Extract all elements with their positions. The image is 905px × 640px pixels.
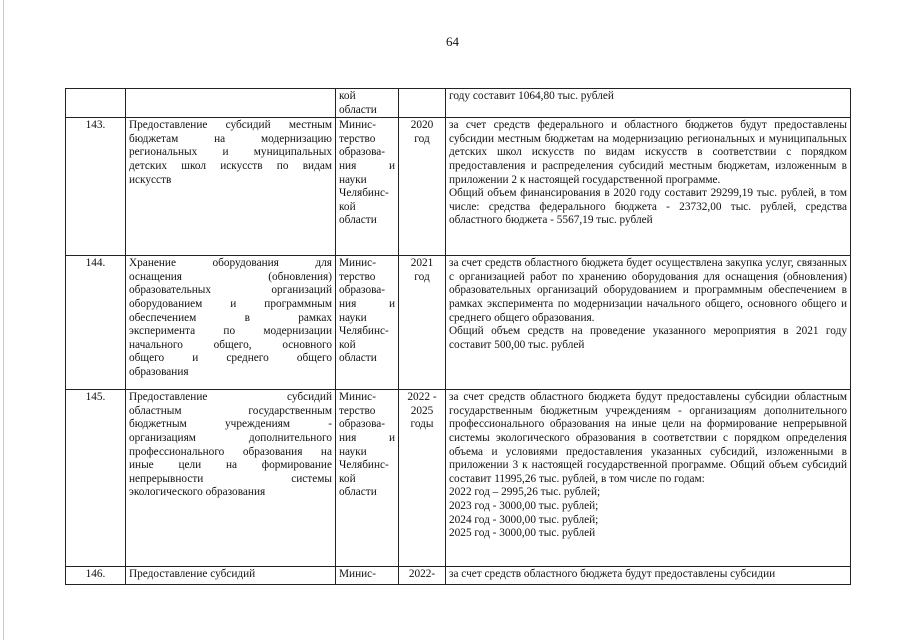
activity-name-line: региональных и муниципальных: [129, 146, 332, 159]
activity-name-line: бюджетным учреждениям -: [129, 418, 332, 431]
activity-description: [446, 118, 851, 256]
period-line: 2022-: [408, 568, 436, 581]
activity-name-line: организациям дополнительного: [129, 431, 332, 444]
activity-name-line: образования: [129, 365, 189, 378]
description-paragraph: за счет средств областного бюджета будет осуществлена закупка услуг, связанных с организацией работ по хранению оборудования для оснащения (обновления) образовательных организаций оборудованием и программным обеспечением в рамках эксперимента по модернизации начального общего, основного общего и среднего общего образования.: [449, 257, 847, 324]
activity-name-line: оснащения (обновления): [129, 270, 332, 283]
activity-name-line: искусств: [129, 173, 172, 186]
executor-line: ния и: [339, 297, 395, 310]
executor-line: кой: [339, 338, 356, 351]
executor-line: области: [339, 214, 377, 227]
description-year-line: 2024 год - 3000,00 тыс. рублей;: [449, 513, 599, 526]
activity-name-line: образовательных организаций: [129, 284, 332, 297]
table-row: [66, 390, 851, 567]
executor-line: области: [339, 352, 377, 365]
description-paragraph: за счет средств областного бюджета будут предоставлены субсидии областным государственным бюджетным учреждениям - организациям дополнительного профессионального образования на иные цели на формирование непрерывной системы экологического образования в соответствии с порядком определения объема и условиями предоставления указанных субсидий, изложенными в приложении 3 к настоящей государственной программе. Общий объем субсидий составит 11995,26 тыс. рублей, в том числе по годам:: [449, 391, 847, 485]
executor-line: Минис-: [339, 119, 376, 132]
implementation-period: [399, 567, 446, 585]
row-number: 145.: [66, 390, 126, 567]
executor-line: кой: [339, 200, 356, 213]
table-row: [66, 89, 851, 118]
period-line: год: [414, 270, 430, 283]
executor-line: Минис-: [339, 257, 376, 270]
period-line: годы: [410, 418, 434, 431]
executor-line: науки: [339, 445, 367, 458]
description-paragraph: Общий объем средств на проведение указанного мероприятия в 2021 году составит 500,00 тыс. рублей: [449, 325, 847, 351]
executor-line: ния и: [339, 159, 395, 172]
description-paragraph: за счет средств федерального и областного бюджетов будут предоставлены субсидии местным бюджетам на модернизацию региональных и муниципальных детских школ искусств по видам искусств в соответствии с порядком предоставления и распределения субсидий местным бюджетам, изложенным в приложении 2 к настоящей государственной программе.: [449, 119, 847, 186]
activity-name: [126, 89, 336, 118]
period-line: 2021: [410, 257, 434, 270]
activity-description: [446, 390, 851, 567]
description-year-line: 2023 год - 3000,00 тыс. рублей;: [449, 499, 599, 512]
activity-name-line: общего и среднего общего: [129, 352, 332, 365]
activity-name: [126, 567, 336, 585]
executor-line: Челябинс-: [339, 459, 389, 472]
executor-line: науки: [339, 173, 367, 186]
activity-name: [126, 118, 336, 256]
row-number: 143.: [66, 118, 126, 256]
activity-name-line: эксперимента по модернизации: [129, 325, 332, 338]
activity-name-line: профессионального образования на: [129, 445, 332, 458]
executor-line: Челябинс-: [339, 325, 389, 338]
table-row: [66, 256, 851, 390]
activity-name-line: Предоставление субсидий: [129, 391, 332, 404]
period-line: год: [414, 132, 430, 145]
executor-line: образова-: [339, 284, 386, 297]
executor-line: науки: [339, 311, 367, 324]
description-year-line: 2022 год – 2995,26 тыс. рублей;: [449, 486, 601, 499]
executor-line: образова-: [339, 146, 386, 159]
executor-line: Минис-: [339, 568, 376, 581]
activity-name-line: иные цели на формирование: [129, 459, 332, 472]
row-number: 146.: [66, 567, 126, 585]
activity-name: [126, 256, 336, 390]
row-number: [66, 89, 126, 118]
table-row: [66, 567, 851, 585]
activity-name-line: областным государственным: [129, 404, 332, 417]
executor: [336, 89, 399, 118]
activity-name-line: непрерывности системы: [129, 472, 332, 485]
implementation-period: [399, 390, 446, 567]
period-line: 2020: [410, 119, 434, 132]
executor-line: образова-: [339, 418, 386, 431]
executor-line: терство: [339, 132, 376, 145]
executor: [336, 256, 399, 390]
activity-name-line: Предоставление субсидий местным: [129, 119, 332, 132]
description-year-line: 2025 год - 3000,00 тыс. рублей: [449, 527, 596, 540]
activity-description: [446, 256, 851, 390]
implementation-period: [399, 256, 446, 390]
activity-name-line: Хранение оборудования для: [129, 257, 332, 270]
activity-name-line: обеспечением в рамках: [129, 311, 332, 324]
executor-line: кой: [339, 472, 356, 485]
activity-name: [126, 390, 336, 567]
executor-line: ния и: [339, 431, 395, 444]
page-number: 64: [446, 34, 459, 49]
table-row: [66, 118, 851, 256]
activity-name-line: экологического образования: [129, 486, 266, 499]
program-activities-table: [65, 88, 851, 585]
description-paragraph: за счет средств областного бюджета будут предоставлены субсидии: [449, 568, 776, 581]
activity-description: [446, 89, 851, 118]
executor-line: Челябинс-: [339, 187, 389, 200]
row-number: 144.: [66, 256, 126, 390]
executor: [336, 118, 399, 256]
description-paragraph: году составит 1064,80 тыс. рублей: [449, 90, 614, 102]
activity-name-line: детских школ искусств по видам: [129, 159, 332, 172]
description-paragraph: Общий объем финансирования в 2020 году составит 29299,19 тыс. рублей, в том числе: средства федерального бюджета - 23732,00 тыс. рублей, средства областного бюджета - 5567,19 тыс. рублей: [449, 187, 847, 227]
executor-line: Минис-: [339, 391, 376, 404]
executor-line: терство: [339, 404, 376, 417]
activity-description: [446, 567, 851, 585]
executor: [336, 390, 399, 567]
executor-line: области: [339, 486, 377, 499]
activity-name-line: начального общего, основного: [129, 338, 332, 351]
activity-name-line: Предоставление субсидий: [129, 568, 256, 581]
period-line: 2025: [410, 404, 434, 417]
executor-line: терство: [339, 270, 376, 283]
activity-name-line: оборудованием и программным: [129, 297, 332, 310]
implementation-period: [399, 89, 446, 118]
period-line: 2022 -: [407, 391, 437, 404]
page-edge-line: [3, 0, 4, 640]
executor: [336, 567, 399, 585]
executor-line: кой: [339, 90, 356, 102]
implementation-period: [399, 118, 446, 256]
executor-line: области: [339, 103, 377, 116]
activity-name-line: бюджетам на модернизацию: [129, 132, 332, 145]
